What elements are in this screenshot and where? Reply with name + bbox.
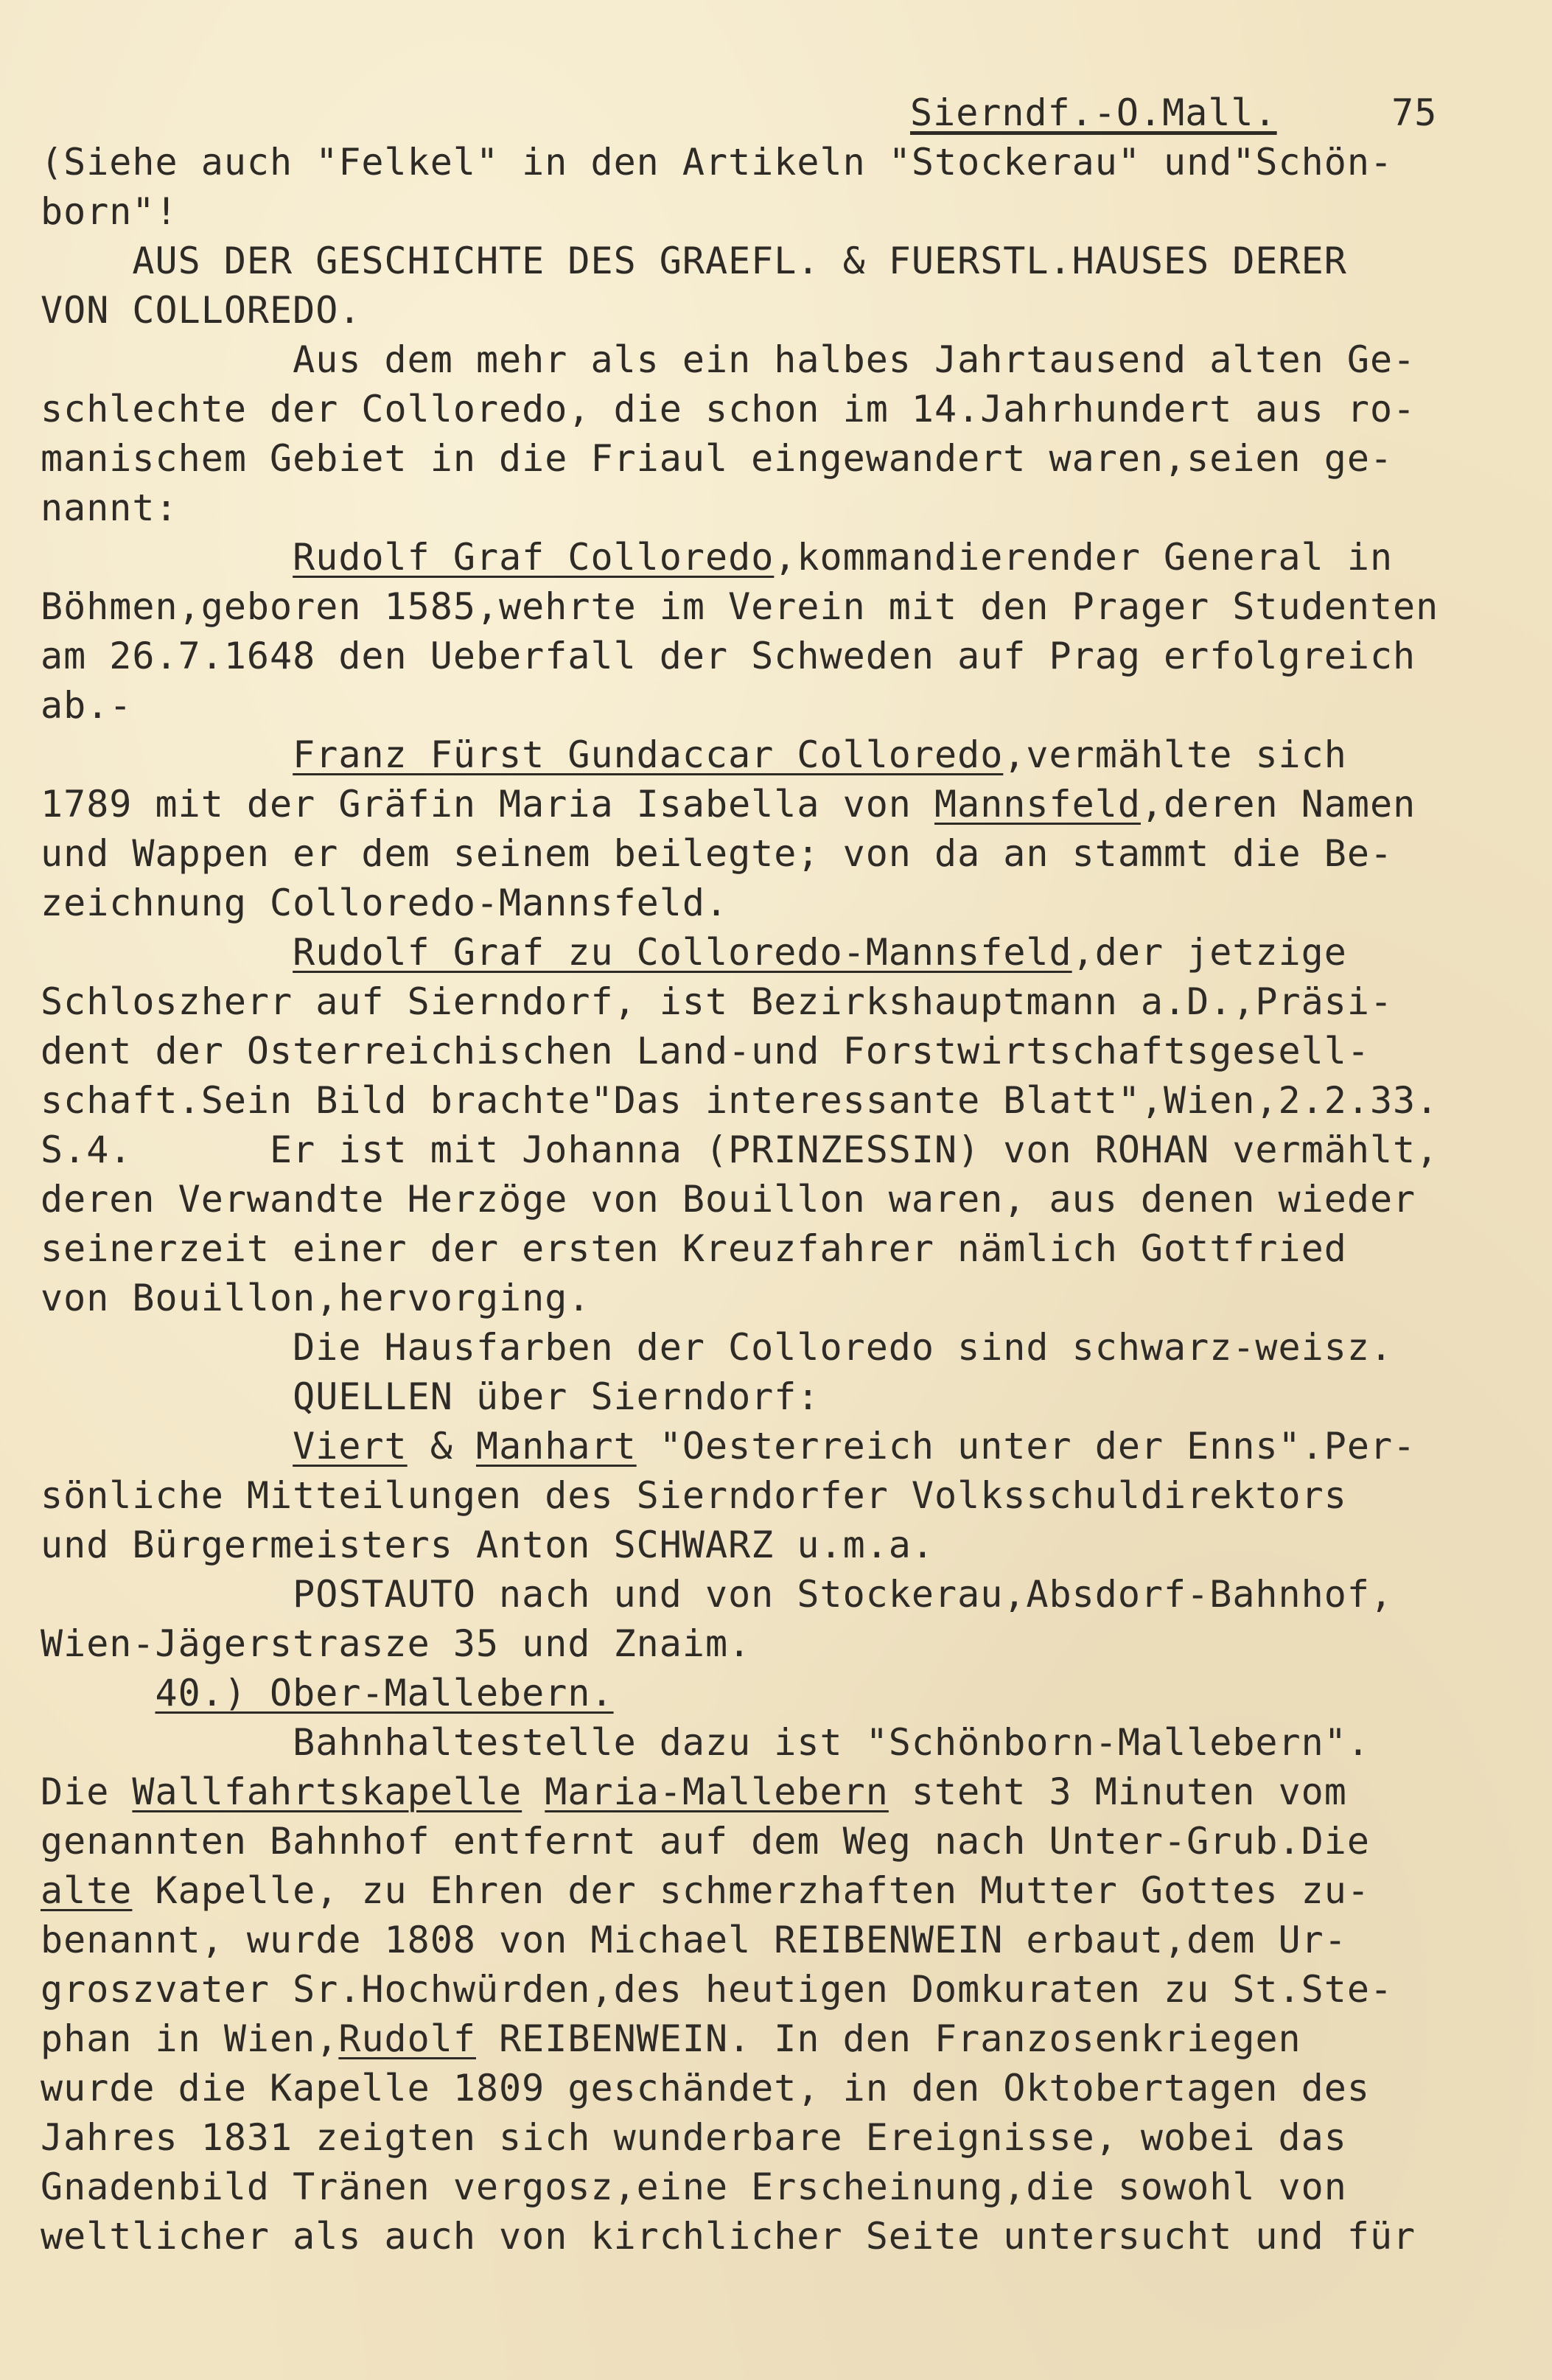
text-span: steht 3 Minuten vom [888, 1770, 1347, 1813]
text-line [41, 730, 1514, 780]
family-name: Mannsfeld [934, 783, 1141, 826]
indent [41, 733, 293, 776]
text-line: Schloszherr auf Sierndorf, ist Bezirkshauptmann a.D.,Präsi- [41, 980, 1394, 1023]
text-line [41, 533, 1514, 582]
text-line: schlechte der Colloredo, die schon im 14.Jahrhundert aus ro- [41, 388, 1416, 430]
place-name: Wallfahrtskapelle [132, 1770, 522, 1813]
text-span: phan in Wien, [41, 2017, 339, 2060]
text-line: Jahres 1831 zeigten sich wunderbare Ereignisse, wobei das [41, 2116, 1347, 2159]
page-number: 75 [1391, 91, 1438, 134]
text-line: und Wappen er dem seinem beilegte; von da an stammt die Be- [41, 832, 1394, 875]
text-line: QUELLEN über Sierndorf: [41, 1375, 820, 1418]
person-name: Rudolf [338, 2017, 476, 2060]
text-line: von Bouillon,hervorging. [41, 1277, 591, 1319]
text-line: Böhmen,geboren 1585,wehrte im Verein mit den Prager Studenten [41, 585, 1439, 628]
text-line: dent der Osterreichischen Land-und Forstwirtschaftsgesell- [41, 1030, 1370, 1072]
text-line: (Siehe auch "Felkel" in den Artikeln "Stockerau" und"Schön- [41, 141, 1394, 184]
person-name: Franz Fürst Gundaccar Colloredo [293, 733, 1004, 776]
text-line: POSTAUTO nach und von Stockerau,Absdorf-Bahnhof, [41, 1573, 1394, 1616]
text-span: & [407, 1425, 476, 1468]
place-name: Maria-Mallebern [545, 1770, 889, 1813]
indent [41, 536, 293, 579]
text-line [41, 1422, 1514, 1471]
text-line: manischem Gebiet in die Friaul eingewandert waren,seien ge- [41, 437, 1394, 480]
text-line [41, 2014, 1514, 2064]
text-span: 1789 mit der Gräfin Maria Isabella von [41, 783, 934, 826]
text-line: Die Hausfarben der Colloredo sind schwarz-weisz. [41, 1326, 1394, 1369]
text-line: weltlicher als auch von kirchlicher Seite untersucht und für [41, 2215, 1416, 2258]
text-line: Gnadenbild Tränen vergosz,eine Erscheinung,die sowohl von [41, 2166, 1347, 2208]
text-span: ,der jetzige [1072, 931, 1347, 974]
section-heading: VON COLLOREDO. [41, 289, 362, 332]
text-line [41, 1866, 1514, 1916]
text-line: sönliche Mitteilungen des Sierndorfer Volksschuldirektors [41, 1474, 1347, 1517]
text-line: schaft.Sein Bild brachte"Das interessante Blatt",Wien,2.2.33. [41, 1079, 1439, 1122]
text-line: deren Verwandte Herzöge von Bouillon waren, aus denen wieder [41, 1178, 1416, 1221]
text-line: born"! [41, 190, 178, 233]
emphasis: alte [41, 1869, 133, 1912]
text-line: zeichnung Colloredo-Mannsfeld. [41, 882, 729, 924]
text-line: Bahnhaltestelle dazu ist "Schönborn-Mallebern". [41, 1721, 1370, 1764]
indent [41, 1425, 293, 1468]
person-name: Rudolf Graf Colloredo [293, 536, 775, 579]
text-line: und Bürgermeisters Anton SCHWARZ u.m.a. [41, 1524, 934, 1566]
text-line [41, 780, 1514, 829]
text-line: benannt, wurde 1808 von Michael REIBENWEIN erbaut,dem Ur- [41, 1919, 1347, 1961]
person-name: Rudolf Graf zu Colloredo-Mannsfeld [293, 931, 1072, 974]
text-span: ,deren Namen [1140, 783, 1416, 826]
indent [41, 931, 293, 974]
text-line: Aus dem mehr als ein halbes Jahrtausend alten Ge- [41, 338, 1416, 381]
section-heading: AUS DER GESCHICHTE DES GRAEFL. & FUERSTL.HAUSES DERER [41, 240, 1347, 282]
text-line [41, 928, 1514, 977]
text-line [41, 1767, 1514, 1817]
text-line: nannt: [41, 486, 178, 529]
body-text [41, 88, 1514, 2258]
text-line: groszvater Sr.Hochwürden,des heutigen Domkuraten zu St.Ste- [41, 1968, 1394, 2011]
text-line: S.4. Er ist mit Johanna (PRINZESSIN) von ROHAN vermählt, [41, 1128, 1439, 1171]
text-line: genannten Bahnhof entfernt auf dem Weg nach Unter-Grub.Die [41, 1820, 1370, 1863]
text-line: seinerzeit einer der ersten Kreuzfahrer nämlich Gottfried [41, 1227, 1347, 1270]
text-line: Wien-Jägerstrasze 35 und Znaim. [41, 1622, 752, 1665]
text-line: am 26.7.1648 den Ueberfall der Schweden auf Prag erfolgreich [41, 635, 1416, 677]
text-span: "Oesterreich unter der Enns".Per- [636, 1425, 1416, 1468]
indent [41, 1672, 155, 1714]
author-name: Viert [293, 1425, 408, 1468]
text-line: ab.- [41, 684, 133, 727]
section-heading [41, 1669, 1514, 1718]
text-span: REIBENWEIN. In den Franzosenkriegen [475, 2017, 1301, 2060]
author-name: Manhart [475, 1425, 637, 1468]
text-span: ,vermählte sich [1003, 733, 1347, 776]
text-span [522, 1770, 545, 1813]
header-place: Sierndf.-O.Mall. [910, 91, 1277, 134]
text-span: ,kommandierender General in [774, 536, 1394, 579]
text-span: Kapelle, zu Ehren der schmerzhaften Mutter Gottes zu- [132, 1869, 1370, 1912]
text-span: Die [41, 1770, 133, 1813]
text-line: wurde die Kapelle 1809 geschändet, in den Oktobertagen des [41, 2067, 1370, 2109]
section-title: 40.) Ober-Mallebern. [155, 1672, 614, 1714]
